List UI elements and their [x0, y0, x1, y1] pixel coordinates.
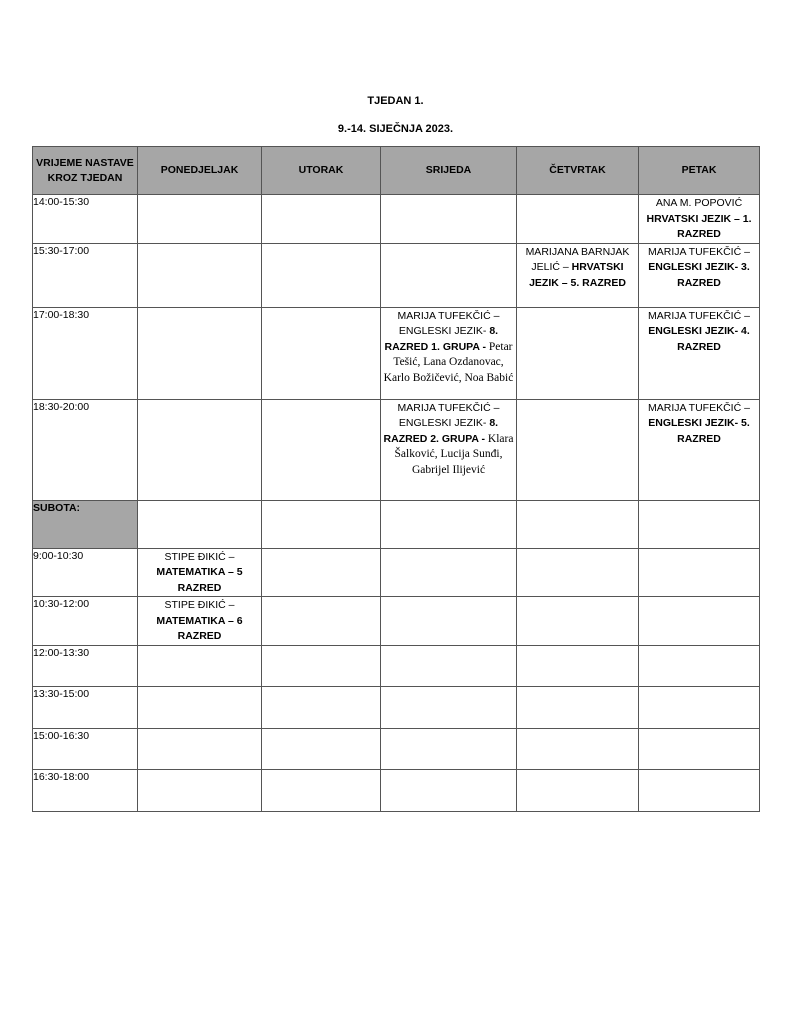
entry-text: ENGLESKI JEZIK- 4. RAZRED: [648, 325, 750, 353]
cell-friday: [639, 243, 760, 307]
lesson-entry: [639, 244, 759, 292]
cell-wednesday: [381, 728, 517, 769]
cell-monday: [138, 195, 262, 244]
cell-tuesday: [262, 548, 381, 597]
header-row: [33, 147, 760, 195]
cell-thursday: [517, 548, 639, 597]
entry-text: Klara Šalković, Lucija Sunđi, Gabrijel Ilijević: [394, 432, 514, 476]
cell-friday: [639, 728, 760, 769]
cell-thursday: [517, 243, 639, 307]
table-row: [33, 597, 760, 646]
cell-thursday: [517, 645, 639, 686]
entry-text: MARIJA TUFEKČIĆ – ENGLESKI JEZIK-: [397, 309, 500, 337]
table-row: [33, 548, 760, 597]
cell-tuesday: [262, 243, 381, 307]
cell-wednesday: [381, 307, 517, 399]
cell-thursday: [517, 307, 639, 399]
cell-wednesday: [381, 195, 517, 244]
cell-wednesday: [381, 645, 517, 686]
time-cell: 13:30-15:00: [33, 686, 138, 728]
time-cell: 9:00-10:30: [33, 548, 138, 597]
lesson-entry: [639, 308, 759, 356]
table-row: [33, 243, 760, 307]
cell-thursday: [517, 597, 639, 646]
time-cell: 12:00-13:30: [33, 645, 138, 686]
entry-text: ANA M. POPOVIĆ: [655, 197, 743, 209]
time-cell: 15:00-16:30: [33, 728, 138, 769]
cell-friday: [639, 195, 760, 244]
cell-wednesday: [381, 769, 517, 811]
cell-wednesday: [381, 399, 517, 500]
cell-monday: [138, 548, 262, 597]
lesson-entry: [381, 308, 516, 387]
lesson-entry: [138, 597, 261, 645]
header-monday: PONEDJELJAK: [138, 147, 262, 195]
entry-text: 8. RAZRED 1. GRUPA -: [384, 325, 499, 353]
cell-monday: [138, 645, 262, 686]
cell-wednesday: [381, 500, 517, 548]
cell-wednesday: [381, 686, 517, 728]
cell-monday: [138, 243, 262, 307]
lesson-entry: [517, 244, 638, 292]
lesson-entry: [639, 400, 759, 448]
cell-thursday: [517, 500, 639, 548]
entry-text: Petar Tešić, Lana Ozdanovac, Karlo Božičević, Noa Babić: [383, 340, 514, 384]
cell-monday: [138, 686, 262, 728]
time-cell: 17:00-18:30: [33, 307, 138, 399]
cell-friday: [639, 307, 760, 399]
header-wednesday: SRIJEDA: [381, 147, 517, 195]
cell-tuesday: [262, 399, 381, 500]
cell-monday: [138, 307, 262, 399]
cell-thursday: [517, 686, 639, 728]
table-row: [33, 645, 760, 686]
cell-wednesday: [381, 243, 517, 307]
table-row: [33, 686, 760, 728]
cell-monday: [138, 728, 262, 769]
table-row: [33, 307, 760, 399]
cell-thursday: [517, 728, 639, 769]
saturday-row: [33, 500, 760, 548]
cell-tuesday: [262, 686, 381, 728]
cell-tuesday: [262, 195, 381, 244]
entry-text: HRVATSKI JEZIK – 5. RAZRED: [529, 261, 626, 289]
entry-text: MARIJANA BARNJAK JELIĆ –: [525, 245, 630, 273]
cell-monday: [138, 500, 262, 548]
cell-friday: [639, 500, 760, 548]
cell-tuesday: [262, 307, 381, 399]
cell-friday: [639, 548, 760, 597]
cell-monday: [138, 769, 262, 811]
entry-text: MATEMATIKA – 5 RAZRED: [156, 566, 243, 594]
cell-wednesday: [381, 548, 517, 597]
lesson-entry: [138, 549, 261, 597]
time-cell: 14:00-15:30: [33, 195, 138, 244]
cell-friday: [639, 399, 760, 500]
time-cell: 15:30-17:00: [33, 243, 138, 307]
cell-friday: [639, 597, 760, 646]
cell-tuesday: [262, 645, 381, 686]
entry-text: MARIJA TUFEKČIĆ –: [648, 401, 750, 414]
cell-thursday: [517, 399, 639, 500]
cell-friday: [639, 645, 760, 686]
cell-tuesday: [262, 728, 381, 769]
table-row: [33, 728, 760, 769]
cell-wednesday: [381, 597, 517, 646]
entry-text: ENGLESKI JEZIK- 5. RAZRED: [648, 417, 750, 445]
time-cell: 16:30-18:00: [33, 769, 138, 811]
entry-text: ENGLESKI JEZIK- 3. RAZRED: [648, 261, 750, 289]
cell-monday: [138, 597, 262, 646]
header-thursday: ČETVRTAK: [517, 147, 639, 195]
cell-monday: [138, 399, 262, 500]
time-cell: 10:30-12:00: [33, 597, 138, 646]
cell-tuesday: [262, 769, 381, 811]
entry-text: STIPE ĐIKIĆ –: [164, 550, 235, 563]
cell-friday: [639, 686, 760, 728]
entry-text: MARIJA TUFEKČIĆ –: [648, 309, 750, 322]
entry-text: MARIJA TUFEKČIĆ – ENGLESKI JEZIK-: [397, 401, 500, 429]
cell-thursday: [517, 769, 639, 811]
cell-thursday: [517, 195, 639, 244]
header-tuesday: UTORAK: [262, 147, 381, 195]
entry-text: MARIJA TUFEKČIĆ –: [648, 245, 750, 258]
lesson-entry: [381, 400, 516, 479]
entry-text: MATEMATIKA – 6 RAZRED: [156, 614, 243, 642]
table-row: [33, 195, 760, 244]
entry-text: 8. RAZRED 2. GRUPA -: [383, 417, 499, 445]
entry-text: HRVATSKI JEZIK – 1. RAZRED: [646, 212, 752, 240]
header-time: VRIJEME NASTAVE KROZ TJEDAN: [33, 147, 138, 195]
header-friday: PETAK: [639, 147, 760, 195]
cell-tuesday: [262, 597, 381, 646]
cell-friday: [639, 769, 760, 811]
cell-tuesday: [262, 500, 381, 548]
table-row: [33, 769, 760, 811]
week-date-range: 9.-14. SIJEČNJA 2023.: [337, 123, 454, 135]
entry-text: STIPE ĐIKIĆ –: [164, 599, 235, 611]
time-cell: 18:30-20:00: [33, 399, 138, 500]
week-title: TJEDAN 1.: [367, 95, 424, 107]
schedule-table: [32, 146, 760, 812]
lesson-entry: [639, 195, 759, 243]
saturday-label: SUBOTA:: [33, 500, 138, 548]
table-row: [33, 399, 760, 500]
